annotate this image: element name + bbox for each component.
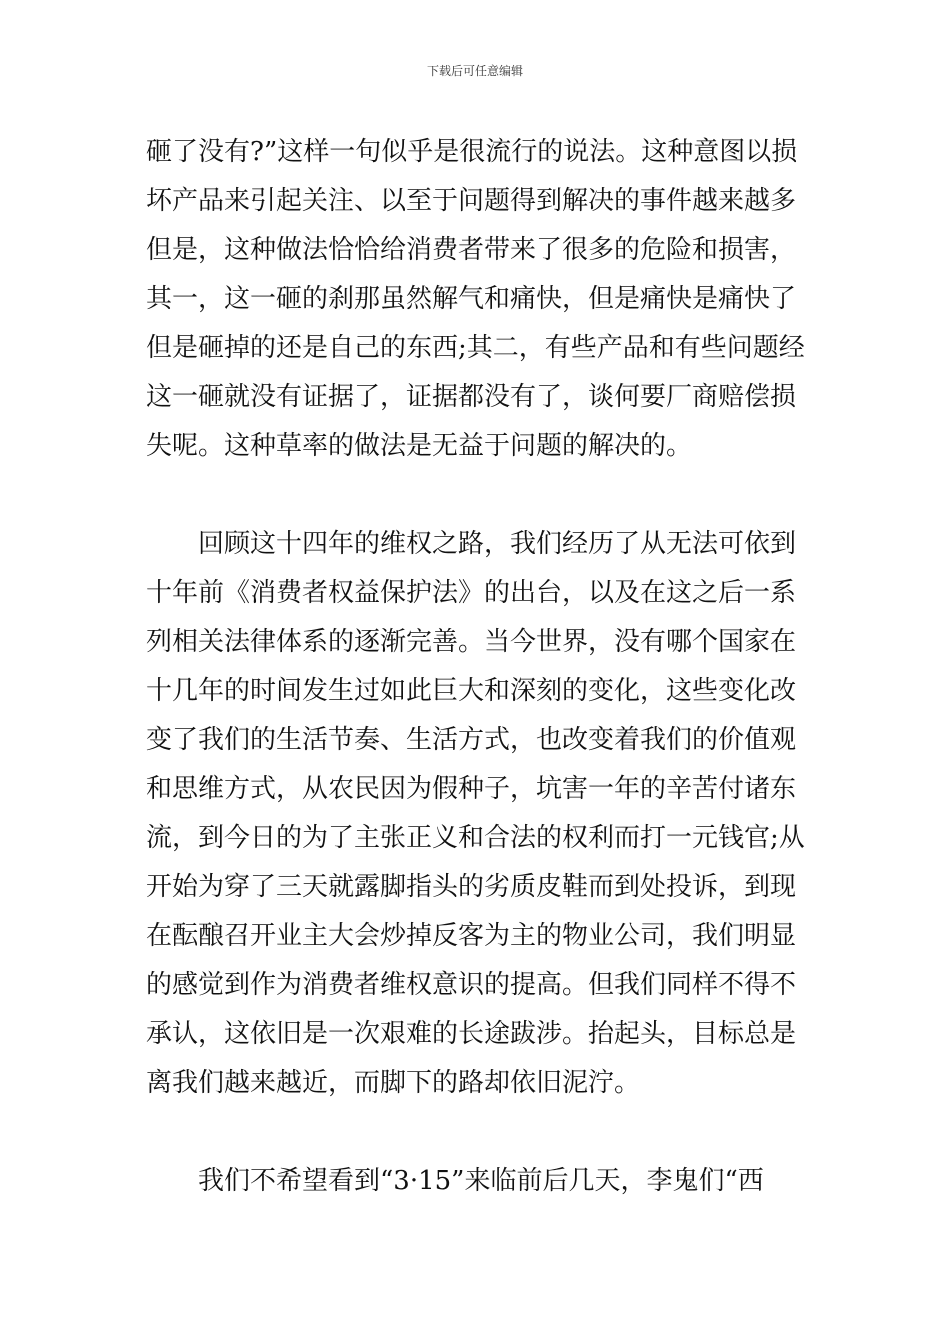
page-header: 下载后可任意编辑: [426, 64, 523, 78]
text-line: 承认，这依旧是一次艰难的长途跋涉。抬起头，目标总是: [146, 1019, 797, 1049]
paragraph-gap: [146, 471, 810, 520]
paragraph-gap: [146, 1108, 810, 1157]
text-line: 的感觉到作为消费者维权意识的提高。但我们同样不得不: [146, 970, 797, 1000]
text-line: 但是砸掉的还是自己的东西;其二，有些产品和有些问题经: [146, 333, 805, 363]
text-line: 和思维方式，从农民因为假种子，坑害一年的辛苦付诸东: [146, 774, 797, 804]
text-line: 我们不希望看到“3·15”来临前后几天，李鬼们“西: [198, 1166, 764, 1196]
paragraph-3: [146, 1157, 810, 1206]
text-line: 开始为穿了三天就露脚指头的劣质皮鞋而到处投诉，到现: [146, 872, 797, 902]
text-line: 列相关法律体系的逐渐完善。当今世界，没有哪个国家在: [146, 627, 797, 657]
text-line: 这一砸就没有证据了，证据都没有了，谈何要厂商赔偿损: [146, 382, 797, 412]
text-line: 十年前《消费者权益保护法》的出台，以及在这之后一系: [146, 578, 797, 608]
text-line: 回顾这十四年的维权之路，我们经历了从无法可依到: [198, 529, 797, 559]
text-line: 十几年的时间发生过如此巨大和深刻的变化，这些变化改: [146, 676, 797, 706]
text-line: 但是，这种做法恰恰给消费者带来了很多的危险和损害，: [146, 235, 797, 265]
text-line: 砸了没有?”这样一句似乎是很流行的说法。这种意图以损: [146, 137, 798, 167]
text-line: 流，到今日的为了主张正义和合法的权利而打一元钱官;从: [146, 823, 805, 853]
text-line: 坏产品来引起关注、以至于问题得到解决的事件越来越多: [146, 186, 797, 216]
text-line: 离我们越来越近，而脚下的路却依旧泥泞。: [146, 1068, 641, 1098]
text-line: 在酝酿召开业主大会炒掉反客为主的物业公司，我们明显: [146, 921, 797, 951]
text-line: 失呢。这种草率的做法是无益于问题的解决的。: [146, 431, 693, 461]
text-line: 变了我们的生活节奏、生活方式，也改变着我们的价值观: [146, 725, 797, 755]
paragraph-1: [146, 128, 810, 471]
paragraph-2: [146, 520, 810, 1108]
document-body: [146, 128, 810, 1206]
text-line: 其一，这一砸的刹那虽然解气和痛快，但是痛快是痛快了: [146, 284, 797, 314]
